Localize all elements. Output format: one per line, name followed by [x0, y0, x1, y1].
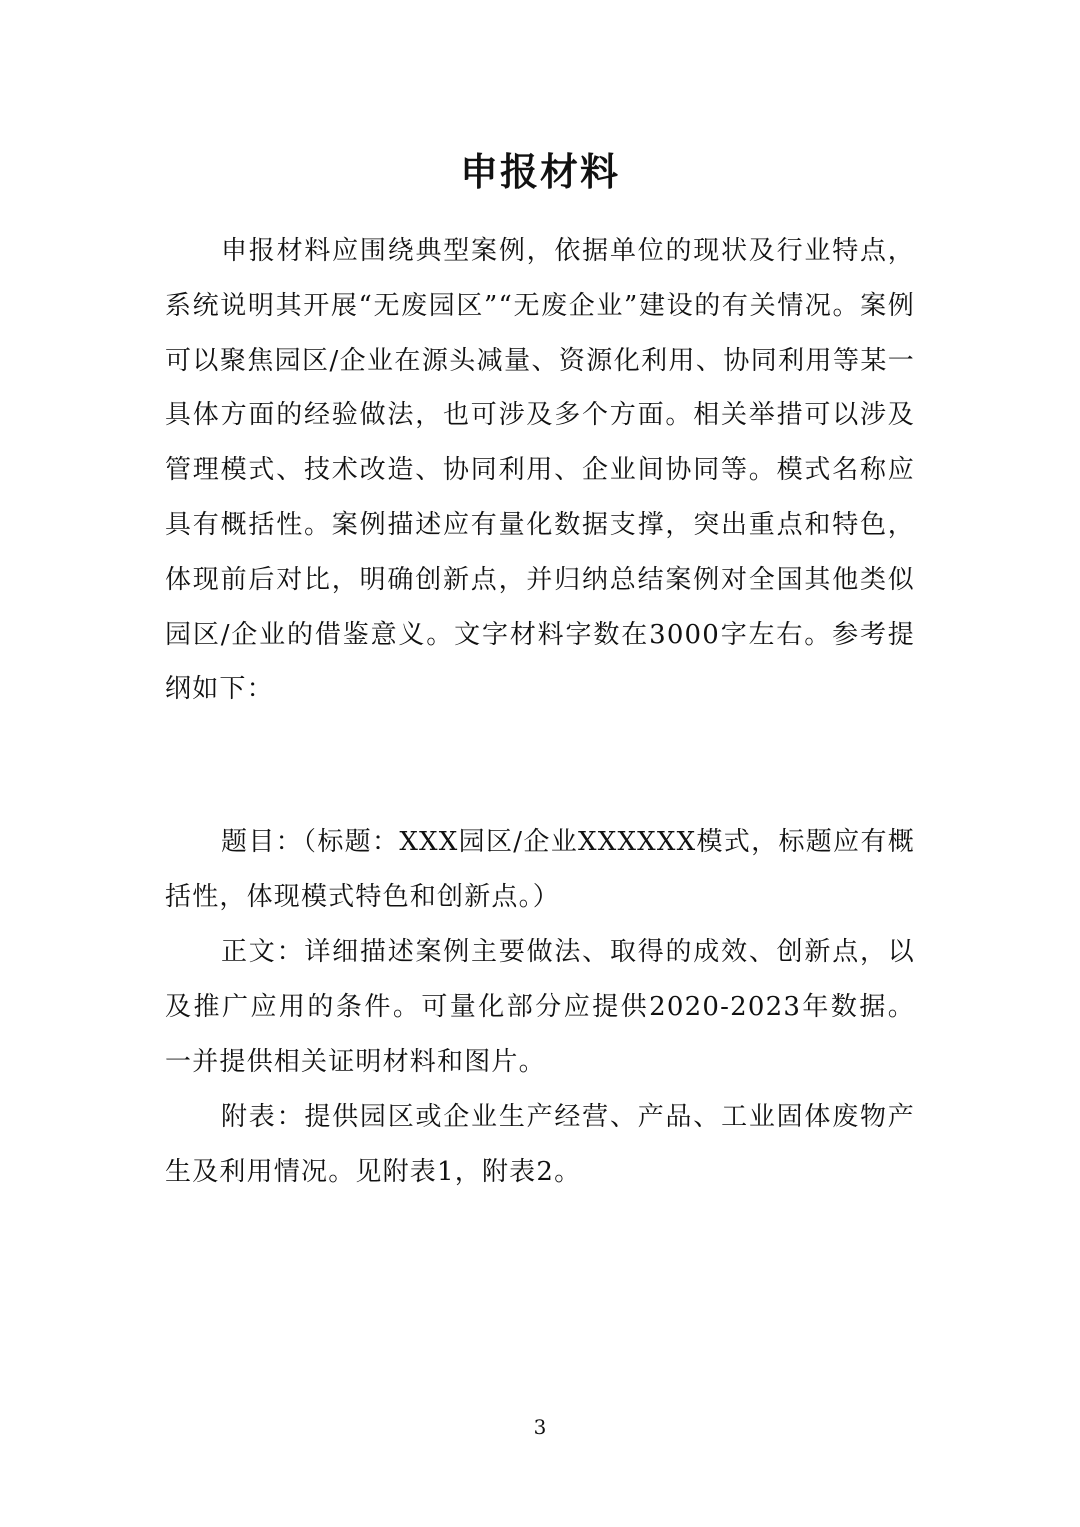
- outline-title-paragraph: 题目：（标题：XXX园区/企业XXXXXX模式，标题应有概括性，体现模式特色和创新点。）: [165, 827, 915, 912]
- intro-paragraph: 申报材料应围绕典型案例，依据单位的现状及行业特点，系统说明其开展“无废园区”“无废企业”建设的有关情况。案例可以聚焦园区/企业在源头减量、资源化利用、协同利用等某一具体方面的经验做法，也可涉及多个方面。相关举措可以涉及管理模式、技术改造、协同利用、企业间协同等。模式名称应具有概括性。案例描述应有量化数据支撑，突出重点和特色，体现前后对比，明确创新点，并归纳总结案例对全国其他类似园区/企业的借鉴意义。文字材料字数在3000字左右。参考提纲如下：: [165, 236, 915, 705]
- outline-body-paragraph: 正文：详细描述案例主要做法、取得的成效、创新点，以及推广应用的条件。可量化部分应提供2020-2023年数据。一并提供相关证明材料和图片。: [165, 937, 915, 1077]
- outline-appendix-paragraph: 附表：提供园区或企业生产经营、产品、工业固体废物产生及利用情况。见附表1，附表2。: [165, 1102, 915, 1187]
- page-title: 申报材料: [459, 149, 620, 194]
- page-number: 3: [533, 1415, 547, 1439]
